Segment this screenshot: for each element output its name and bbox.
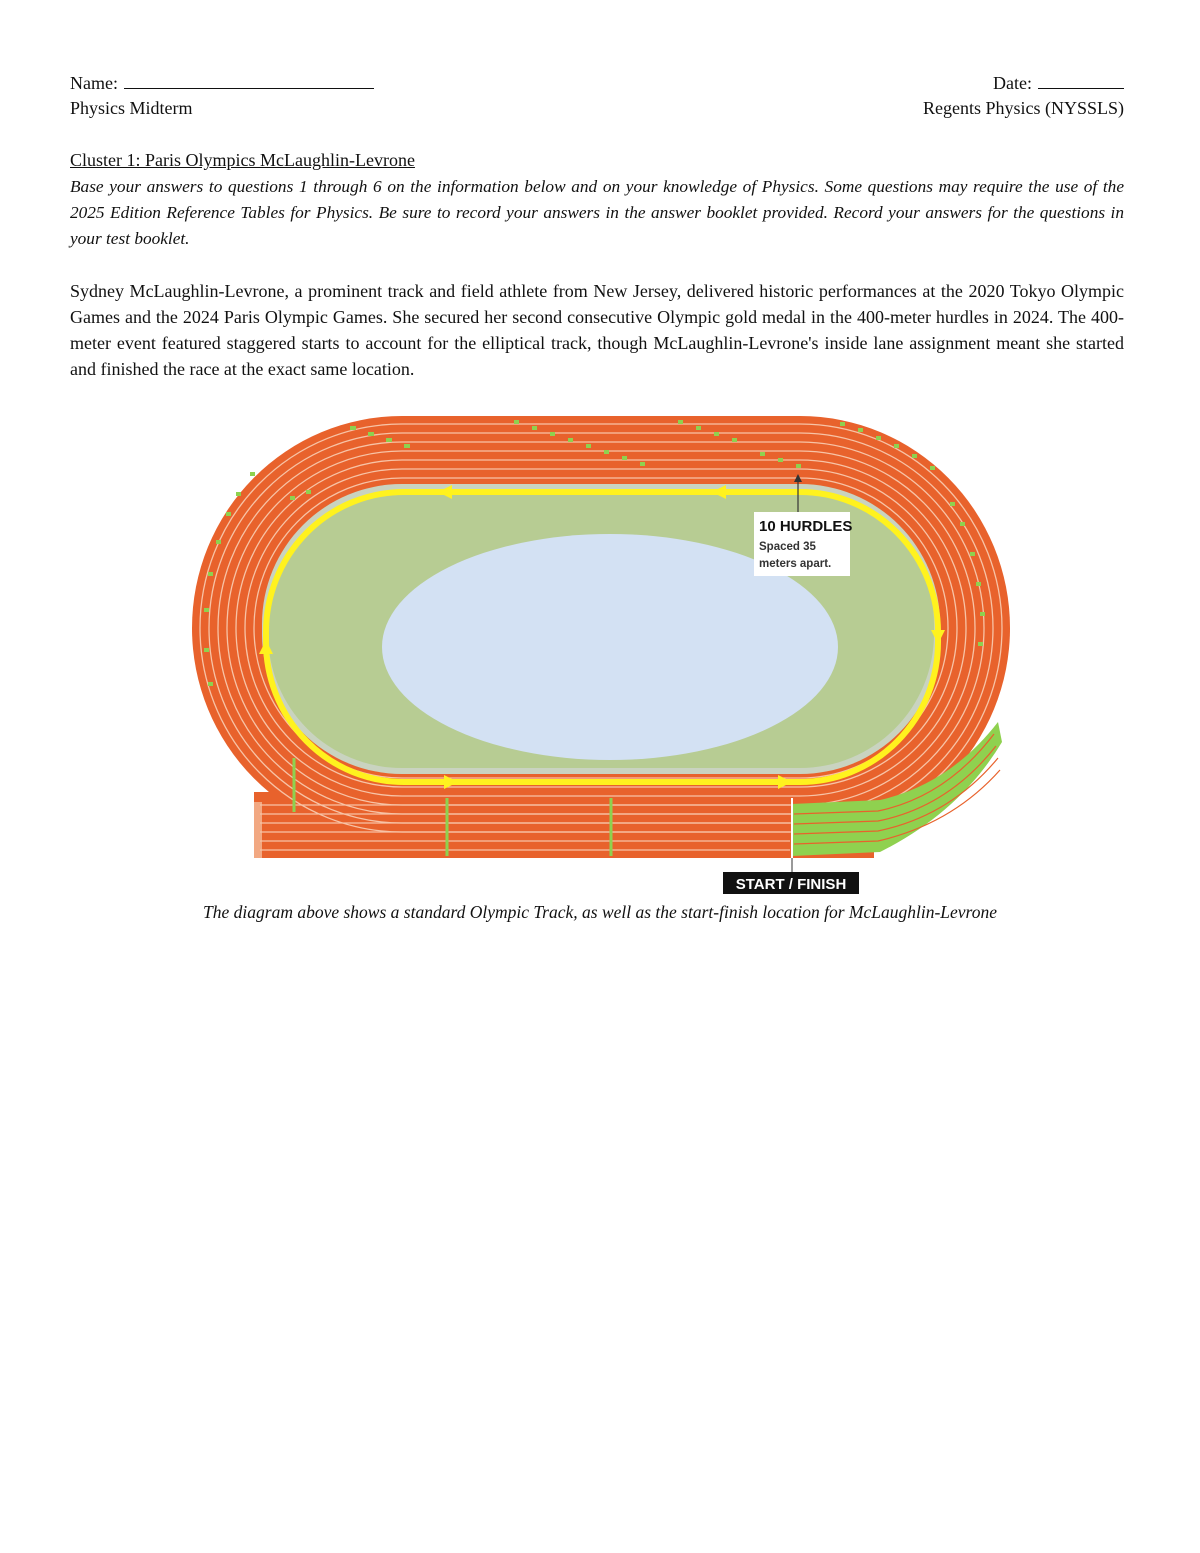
hurdles-title: 10 HURDLES bbox=[759, 518, 853, 535]
course-title: Physics Midterm bbox=[70, 98, 193, 118]
track-straight-extension bbox=[254, 792, 874, 858]
hurdles-line1: Spaced 35 bbox=[759, 541, 816, 553]
header-row-2 bbox=[70, 96, 1124, 120]
start-finish-label: START / FINISH bbox=[735, 876, 847, 893]
instructions: Base your answers to questions 1 through 6 on the information below and on your knowledge of Physics. Some questions may require the use of the 2025 Edition Reference Tables for Physics. Be sure to record your answers in the answer booklet provided. Record your answers for the questions in your test booklet. bbox=[70, 177, 1124, 248]
name-field bbox=[70, 70, 374, 95]
cluster-title: Cluster 1: Paris Olympics McLaughlin-Levrone bbox=[70, 150, 415, 170]
date-label: Date: bbox=[993, 73, 1032, 93]
diagram-caption: The diagram above shows a standard Olympic Track, as well as the start-finish location for McLaughlin-Levrone bbox=[203, 902, 997, 922]
hurdles-line2: meters apart. bbox=[759, 558, 832, 570]
name-label: Name: bbox=[70, 73, 118, 93]
header-row-1 bbox=[70, 70, 1124, 95]
subject-title: Regents Physics (NYSSLS) bbox=[922, 98, 1124, 118]
date-blank[interactable] bbox=[1038, 70, 1124, 89]
name-blank[interactable] bbox=[124, 70, 374, 89]
date-field bbox=[993, 70, 1124, 95]
passage: Sydney McLaughlin-Levrone, a prominent track and field athlete from New Jersey, delivered historic performances at the 2020 Tokyo Olympic Games and the 2024 Paris Olympic Games. She secured her second consecutive Olympic gold medal in the 400-meter hurdles in 2024. The 400-meter event featured staggered starts to account for the elliptical track, though McLaughlin-Levrone's inside lane assignment meant she started and finished the race at the exact same location. bbox=[70, 281, 1124, 379]
track-diagram bbox=[190, 412, 1020, 897]
